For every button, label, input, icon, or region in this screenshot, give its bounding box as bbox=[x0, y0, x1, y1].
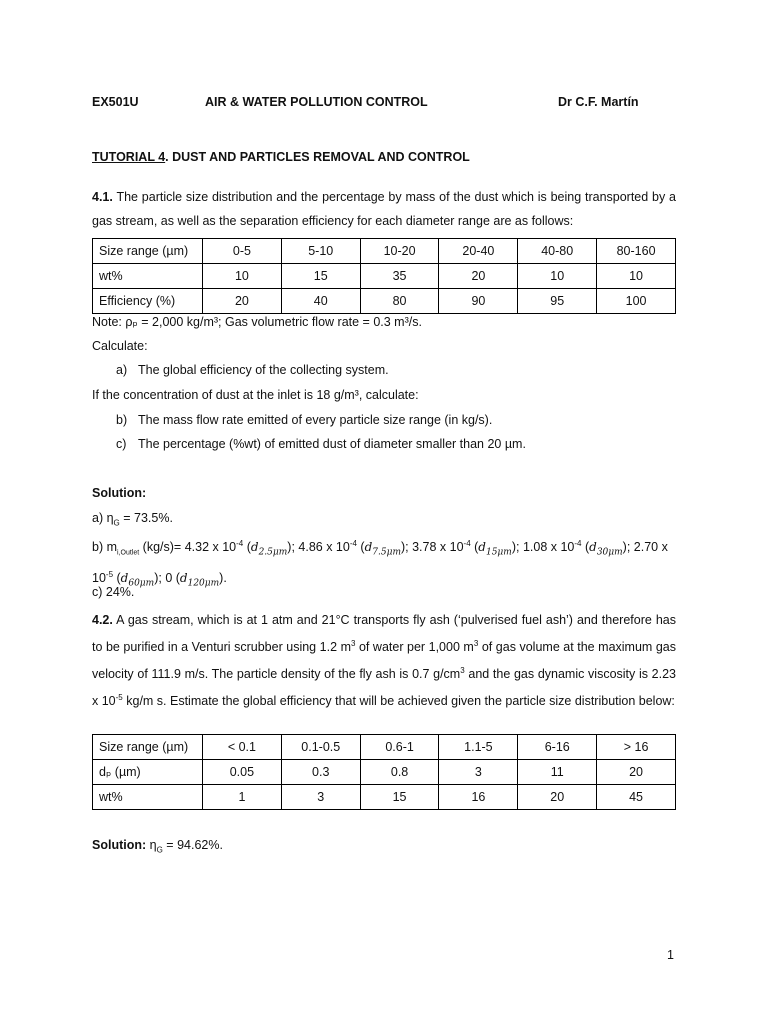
question-4-2-intro bbox=[92, 608, 676, 713]
solution-4-1-b: b) $m_{i,Outlet}$ (kg/s)= 4.32 x $10^{-4}$ $(d_{2.5\mu m})$; 4.86 x $10^{-4}$ $(d_{7.5\mu m})$; 3.78 x $10^{-4}$ $(d_{15\mu m})$; 1.08 x $10^{-4}$ $(d_{30\mu m})$; 2.70 x $10^{-5}$ $(d_{60\mu m})$; 0 $(d_{120\mu m})$. bbox=[92, 539, 668, 589]
part-c bbox=[116, 432, 526, 456]
table-cell: 0.05 bbox=[203, 760, 282, 785]
eta-subscript: G bbox=[156, 845, 163, 855]
value-6: 0 bbox=[165, 570, 173, 585]
diameter-4: 30μm bbox=[596, 547, 623, 558]
exp-5: -5 bbox=[105, 569, 114, 579]
solution-b-units: (kg/s)= bbox=[139, 540, 185, 555]
question-4-1-intro bbox=[92, 185, 676, 233]
value-2: 4.86 x 10 bbox=[298, 540, 350, 555]
q2-text-3: of gas volume at the maximum gas velocity of 111.9 m/s. The particle density of the fly ash is 0.7 g/cm bbox=[92, 640, 677, 682]
table-cell: 95 bbox=[518, 289, 597, 314]
solution-heading: Solution: bbox=[92, 838, 147, 852]
diameter-6: 120μm bbox=[187, 578, 220, 589]
table-cell: 15 bbox=[360, 785, 439, 810]
solution-4-1-c: c) 24%. bbox=[92, 585, 135, 599]
table-cell: > 16 bbox=[597, 735, 676, 760]
diameter-1: 2.5μm bbox=[258, 547, 288, 558]
author: Dr C.F. Martín bbox=[558, 95, 639, 109]
table-cell: 5-10 bbox=[281, 239, 360, 264]
value-1: 4.32 x 10 bbox=[184, 540, 237, 555]
exp-3: -4 bbox=[463, 539, 471, 548]
table-cell: 16 bbox=[439, 785, 518, 810]
solution-a-value: = 73.5%. bbox=[119, 511, 173, 525]
sup-cubed: 3 bbox=[460, 666, 465, 676]
eta-subscript: G bbox=[113, 518, 120, 528]
course-code: EX501U bbox=[92, 95, 139, 109]
q2-text-4: and the gas dynamic viscosity is 2.23 x 10 bbox=[92, 667, 677, 709]
table-cell: 90 bbox=[439, 289, 518, 314]
diameter-2: 7.5μm bbox=[372, 547, 401, 558]
table-cell: 40-80 bbox=[518, 239, 597, 264]
table-4-2 bbox=[92, 734, 676, 810]
table-cell: 11 bbox=[518, 760, 597, 785]
value-3: 3.78 x 10 bbox=[412, 540, 464, 555]
table-cell: 10 bbox=[597, 264, 676, 289]
solution-value: = 94.62%. bbox=[162, 838, 223, 852]
solution-a-prefix: a) η bbox=[92, 511, 114, 525]
sup-cubed: 3 bbox=[351, 639, 356, 648]
sup-minus-five: -5 bbox=[115, 693, 123, 703]
table-cell: 3 bbox=[281, 785, 360, 810]
row-header-cell: Size range (µm) bbox=[93, 239, 203, 264]
table-row bbox=[93, 785, 676, 810]
tutorial-heading: . DUST AND PARTICLES REMOVAL AND CONTROL bbox=[165, 150, 470, 164]
row-header-cell: Size range (µm) bbox=[93, 735, 203, 760]
table-row bbox=[93, 239, 676, 264]
table-4-1 bbox=[92, 238, 676, 314]
table-row bbox=[93, 264, 676, 289]
part-a-label: a) bbox=[116, 363, 128, 377]
value-4: 1.08 x 10 bbox=[522, 540, 575, 555]
table-cell: 1.1-5 bbox=[439, 735, 518, 760]
exp-2: -4 bbox=[349, 539, 357, 548]
sup-cubed: 3 bbox=[473, 639, 479, 648]
table-cell: 80-160 bbox=[597, 239, 676, 264]
table-row bbox=[93, 735, 676, 760]
tutorial-label: TUTORIAL 4 bbox=[92, 150, 166, 164]
table-cell: 0.3 bbox=[281, 760, 360, 785]
q2-text-5: kg/m s. Estimate the global efficiency that will be achieved given the particle size distribution below: bbox=[122, 694, 675, 709]
fly-ash-distribution-table bbox=[92, 734, 676, 810]
table-cell: 15 bbox=[281, 264, 360, 289]
table-cell: 10 bbox=[203, 264, 282, 289]
part-c-label: c) bbox=[116, 437, 127, 451]
row-header-cell: wt% bbox=[93, 785, 203, 810]
exp-4: -4 bbox=[574, 539, 582, 548]
table-cell: 80 bbox=[360, 289, 439, 314]
table-row bbox=[93, 760, 676, 785]
row-header-cell: wt% bbox=[93, 264, 203, 289]
table-cell: 0.8 bbox=[360, 760, 439, 785]
solution-4-1-a bbox=[92, 506, 676, 536]
part-b-label: b) bbox=[116, 413, 128, 427]
table-cell: 1 bbox=[203, 785, 282, 810]
table-cell: 100 bbox=[597, 289, 676, 314]
tutorial-title bbox=[92, 150, 470, 164]
calculate-label: Calculate: bbox=[92, 339, 148, 353]
table-cell: < 0.1 bbox=[203, 735, 282, 760]
table-cell: 3 bbox=[439, 760, 518, 785]
row-header-cell: Efficiency (%) bbox=[93, 289, 203, 314]
diameter-5: 60μm bbox=[128, 578, 155, 589]
question-number: 4.1. bbox=[92, 190, 113, 204]
table-cell: 20 bbox=[518, 785, 597, 810]
question-number: 4.2. bbox=[92, 613, 113, 627]
question-4-1-note: Note: ρₚ = 2,000 kg/m³; Gas volumetric flow rate = 0.3 m³/s. bbox=[92, 315, 422, 329]
part-a-text: The global efficiency of the collecting system. bbox=[138, 363, 389, 377]
table-cell: 20-40 bbox=[439, 239, 518, 264]
solution-b-prefix: b) m bbox=[92, 540, 117, 555]
q2-text-1: A gas stream, which is at 1 atm and 21°C transports fly ash (‘pulverised fuel ash’) and therefore has to be purified in a Venturi scrubber using 1.2 m bbox=[92, 613, 676, 655]
part-b-text: The mass flow rate emitted of every particle size range (in kg/s). bbox=[138, 413, 493, 427]
table-cell: 10-20 bbox=[360, 239, 439, 264]
value-5: 2.70 x 10 bbox=[92, 540, 668, 585]
solution-heading: Solution: bbox=[92, 486, 147, 500]
table-cell: 0.6-1 bbox=[360, 735, 439, 760]
diameter-3: 15μm bbox=[485, 547, 512, 558]
question-text: The particle size distribution and the percentage by mass of the dust which is being transported by a gas stream, as well as the separation efficiency for each diameter range are as follows: bbox=[92, 190, 676, 228]
exp-1: -4 bbox=[236, 539, 244, 548]
eta-symbol: η bbox=[146, 838, 157, 852]
mass-flow-subscript: i,Outlet bbox=[117, 549, 140, 557]
row-header-cell: dₚ (µm) bbox=[93, 760, 203, 785]
table-cell: 35 bbox=[360, 264, 439, 289]
q2-text-2: of water per 1,000 m bbox=[355, 640, 474, 655]
condition-text: If the concentration of dust at the inlet is 18 g/m³, calculate: bbox=[92, 388, 419, 402]
size-distribution-table bbox=[92, 238, 676, 314]
table-cell: 10 bbox=[518, 264, 597, 289]
solution-4-1-heading bbox=[92, 481, 676, 505]
table-cell: 20 bbox=[203, 289, 282, 314]
table-cell: 20 bbox=[439, 264, 518, 289]
table-cell: 0-5 bbox=[203, 239, 282, 264]
solution-4-2 bbox=[92, 833, 676, 863]
table-cell: 20 bbox=[597, 760, 676, 785]
page-number: 1 bbox=[667, 948, 674, 962]
table-cell: 40 bbox=[281, 289, 360, 314]
table-cell: 45 bbox=[597, 785, 676, 810]
part-c-text: The percentage (%wt) of emitted dust of diameter smaller than 20 µm. bbox=[138, 437, 526, 451]
table-cell: 0.1-0.5 bbox=[281, 735, 360, 760]
course-title: AIR & WATER POLLUTION CONTROL bbox=[205, 95, 428, 109]
part-b bbox=[116, 408, 492, 432]
table-cell: 6-16 bbox=[518, 735, 597, 760]
part-a bbox=[116, 358, 389, 382]
